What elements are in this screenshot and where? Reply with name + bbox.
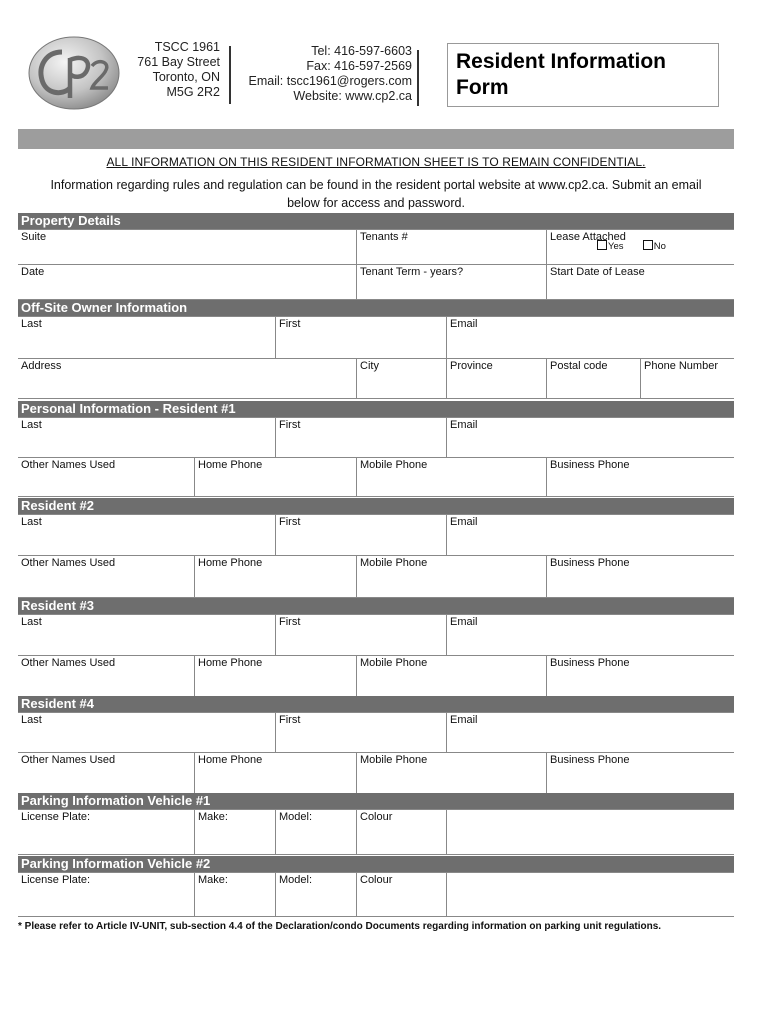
field-label: Home Phone (198, 459, 263, 471)
field-label: Tenant Term - years? (360, 266, 464, 278)
divider (229, 46, 231, 104)
field-label: Postal code (550, 360, 608, 372)
field-label: Mobile Phone (360, 459, 428, 471)
lease-no-checkbox[interactable] (643, 240, 653, 250)
section-header-property: Property Details (18, 213, 734, 229)
field-label: Business Phone (550, 459, 630, 471)
field-label: Lease Attached (550, 231, 626, 243)
resident-mobile-phone-field[interactable] (356, 753, 546, 793)
field-label: Other Names Used (21, 754, 116, 766)
field-label: First (279, 419, 301, 431)
parking-1-grid (18, 809, 734, 854)
table-row (18, 873, 734, 917)
resident-4-grid (18, 712, 734, 793)
resident-home-phone-field[interactable] (194, 753, 356, 793)
contact-line: Website: www.cp2.ca (293, 89, 412, 103)
resident-email-field[interactable] (446, 418, 734, 457)
form-title-line: Form (456, 76, 509, 99)
cp2-logo (28, 36, 120, 110)
lease-attached-field (546, 230, 734, 264)
resident-mobile-phone-field[interactable] (356, 656, 546, 696)
owner-postal-field[interactable] (546, 359, 640, 398)
resident-email-field[interactable] (446, 713, 734, 752)
field-label: Home Phone (198, 754, 263, 766)
field-label: Other Names Used (21, 657, 116, 669)
field-label: Colour (360, 811, 393, 823)
form-title (456, 49, 666, 101)
table-row (18, 458, 734, 497)
resident-other-names-field[interactable] (18, 656, 194, 696)
field-label: Tenants # (360, 231, 408, 243)
owner-phone-field[interactable] (640, 359, 734, 398)
table-row (18, 615, 734, 656)
table-row (18, 556, 734, 598)
field-label: First (279, 318, 301, 330)
address-line: TSCC 1961 (154, 40, 220, 54)
field-label: Business Phone (550, 657, 630, 669)
header-divider-bar (18, 129, 734, 149)
date-field[interactable] (18, 265, 356, 299)
license-plate-field[interactable] (18, 873, 194, 916)
make-field[interactable] (194, 810, 275, 854)
address-line: Toronto, ON (152, 70, 220, 84)
address-block (120, 40, 220, 100)
field-label: Email (450, 318, 478, 330)
resident-mobile-phone-field[interactable] (356, 458, 546, 496)
resident-1-grid (18, 417, 734, 496)
address-line: 761 Bay Street (137, 55, 220, 69)
section-header-owner: Off-Site Owner Information (18, 300, 734, 316)
checkbox-label: Yes (608, 241, 624, 252)
info-paragraph (18, 176, 734, 212)
table-row (18, 515, 734, 556)
section-header-resident-1: Personal Information - Resident #1 (18, 401, 734, 417)
start-date-field[interactable] (546, 265, 734, 299)
checkbox-label: No (653, 241, 666, 252)
owner-email-field[interactable] (446, 317, 734, 358)
field-label: Suite (21, 231, 47, 243)
resident-last-field[interactable] (18, 713, 275, 752)
colour-field[interactable] (356, 810, 446, 854)
model-field[interactable] (275, 873, 356, 916)
field-label: Province (450, 360, 493, 372)
lease-yes-checkbox[interactable] (597, 240, 607, 250)
footnote: * Please refer to Article IV-UNIT, sub-section 4.4 of the Declaration/condo Documents regarding information on parking unit regulations. (18, 921, 662, 932)
section-header-resident-2: Resident #2 (18, 498, 734, 514)
field-label: Address (21, 360, 62, 372)
field-label: Last (21, 714, 42, 726)
field-label: Phone Number (644, 360, 718, 372)
owner-address-field[interactable] (18, 359, 356, 398)
info-line: Information regarding rules and regulation can be found in the resident portal website at www.cp2.ca. Submit an email (50, 178, 702, 192)
parking-2-grid (18, 872, 734, 916)
resident-first-field[interactable] (275, 615, 446, 655)
confidential-notice: ALL INFORMATION ON THIS RESIDENT INFORMATION SHEET IS TO REMAIN CONFIDENTIAL. (106, 155, 646, 169)
table-row (18, 317, 734, 359)
field-label: Start Date of Lease (550, 266, 645, 278)
resident-3-grid (18, 614, 734, 696)
owner-first-field[interactable] (275, 317, 446, 358)
resident-business-phone-field[interactable] (546, 753, 734, 793)
field-label: License Plate: (21, 811, 91, 823)
section-header-resident-3: Resident #3 (18, 598, 734, 614)
field-label: Model: (279, 811, 313, 823)
owner-last-field[interactable] (18, 317, 275, 358)
table-row (18, 359, 734, 399)
field-label: Home Phone (198, 557, 263, 569)
contact-line: Fax: 416-597-2569 (306, 59, 412, 73)
field-label: Email (450, 616, 478, 628)
contact-block (240, 44, 412, 104)
field-label: Email (450, 516, 478, 528)
table-row (18, 265, 734, 300)
field-label: Mobile Phone (360, 557, 428, 569)
field-label: First (279, 616, 301, 628)
owner-grid (18, 316, 734, 398)
suite-field[interactable] (18, 230, 356, 264)
resident-email-field[interactable] (446, 515, 734, 555)
model-field[interactable] (275, 810, 356, 854)
resident-home-phone-field[interactable] (194, 458, 356, 496)
field-label: Make: (198, 874, 228, 886)
resident-other-names-field[interactable] (18, 556, 194, 597)
field-label: Model: (279, 874, 313, 886)
section-header-parking-1: Parking Information Vehicle #1 (18, 793, 734, 809)
resident-last-field[interactable] (18, 615, 275, 655)
field-label: First (279, 714, 301, 726)
field-label: Mobile Phone (360, 657, 428, 669)
resident-2-grid (18, 514, 734, 597)
owner-province-field[interactable] (446, 359, 546, 398)
resident-first-field[interactable] (275, 713, 446, 752)
resident-mobile-phone-field[interactable] (356, 556, 546, 597)
field-label: Last (21, 516, 42, 528)
info-line: below for access and password. (287, 196, 465, 210)
field-label: Mobile Phone (360, 754, 428, 766)
field-label: City (360, 360, 379, 372)
resident-business-phone-field[interactable] (546, 656, 734, 696)
table-row (18, 810, 734, 855)
license-plate-field[interactable] (18, 810, 194, 854)
address-line: M5G 2R2 (166, 85, 220, 99)
field-label: Email (450, 714, 478, 726)
table-row (18, 230, 734, 265)
table-row (18, 418, 734, 458)
table-row (18, 713, 734, 753)
resident-home-phone-field[interactable] (194, 556, 356, 597)
resident-other-names-field[interactable] (18, 753, 194, 793)
field-label: Other Names Used (21, 459, 116, 471)
field-label: Home Phone (198, 657, 263, 669)
tenants-field[interactable] (356, 230, 546, 264)
field-label: Colour (360, 874, 393, 886)
field-label: Last (21, 616, 42, 628)
colour-field[interactable] (356, 873, 446, 916)
tenant-term-field[interactable] (356, 265, 546, 299)
field-label: Business Phone (550, 754, 630, 766)
resident-first-field[interactable] (275, 418, 446, 457)
resident-last-field[interactable] (18, 515, 275, 555)
blank-field[interactable] (446, 810, 734, 854)
blank-field[interactable] (446, 873, 734, 916)
resident-home-phone-field[interactable] (194, 656, 356, 696)
section-header-resident-4: Resident #4 (18, 696, 734, 712)
owner-city-field[interactable] (356, 359, 446, 398)
make-field[interactable] (194, 873, 275, 916)
field-label: Make: (198, 811, 228, 823)
table-row (18, 753, 734, 794)
resident-other-names-field[interactable] (18, 458, 194, 496)
field-label: Email (450, 419, 478, 431)
form-title-line: Resident Information (456, 50, 667, 73)
field-label: License Plate: (21, 874, 91, 886)
field-label: Other Names Used (21, 557, 116, 569)
field-label: Last (21, 318, 42, 330)
field-label: Last (21, 419, 42, 431)
section-header-parking-2: Parking Information Vehicle #2 (18, 856, 734, 872)
resident-last-field[interactable] (18, 418, 275, 457)
contact-line: Tel: 416-597-6603 (311, 44, 412, 58)
divider (417, 50, 419, 106)
property-grid (18, 229, 734, 299)
form-title-box (447, 43, 719, 107)
contact-line: Email: tscc1961@rogers.com (248, 74, 412, 88)
resident-first-field[interactable] (275, 515, 446, 555)
resident-business-phone-field[interactable] (546, 458, 734, 496)
resident-email-field[interactable] (446, 615, 734, 655)
field-label: Business Phone (550, 557, 630, 569)
field-label: First (279, 516, 301, 528)
lease-options (597, 240, 666, 253)
field-label: Date (21, 266, 45, 278)
table-row (18, 656, 734, 697)
resident-business-phone-field[interactable] (546, 556, 734, 597)
